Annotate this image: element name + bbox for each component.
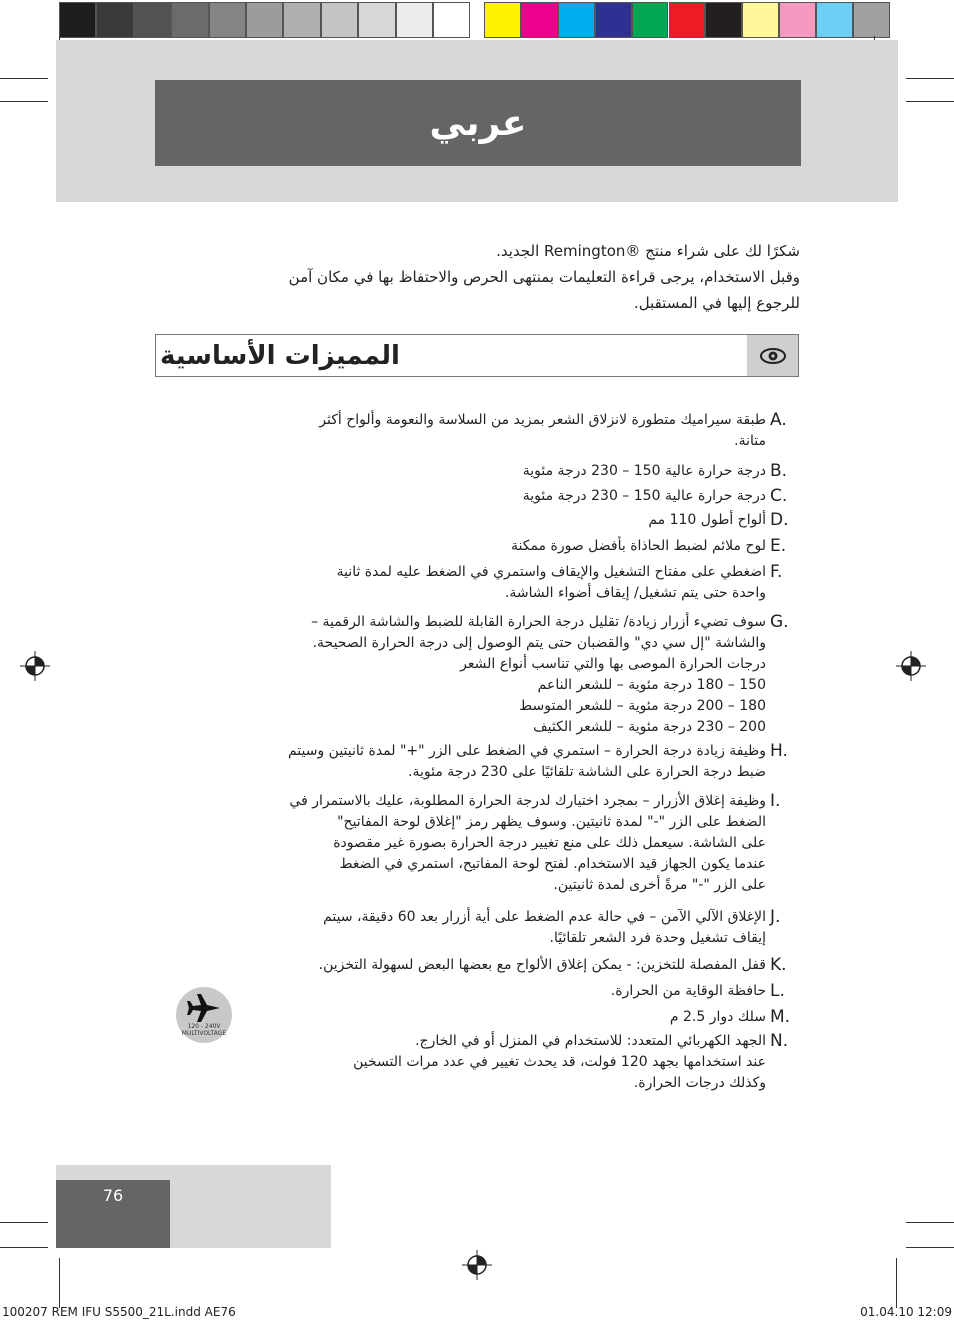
feature-item (160, 791, 800, 896)
feature-text (160, 562, 766, 604)
crop-mark (0, 101, 48, 102)
feature-item (160, 907, 800, 949)
feature-line: طبقة سيراميك متطورة لانزلاق الشعر بمزيد من السلاسة والنعومة وألواح أكثر (319, 412, 766, 428)
feature-line: إيقاف تشغيل وحدة فرد الشعر تلقائيًا. (549, 930, 766, 946)
feature-text (160, 486, 766, 507)
intro-line: للرجوع إليها في المستقبل. (633, 294, 800, 312)
color-swatch (816, 2, 853, 38)
airplane-icon (187, 993, 221, 1023)
registration-mark-icon (462, 1250, 492, 1280)
page-number: 76 (102, 1186, 124, 1205)
color-swatch (358, 2, 395, 38)
feature-text (160, 1007, 766, 1028)
intro-line: وقبل الاستخدام، يرجى قراءة التعليمات بمنتهى الحرص والاحتفاظ بها في مكان آمن (288, 268, 800, 286)
color-swatch (853, 2, 890, 38)
badge-voltage: 120 - 240V (187, 1023, 221, 1030)
feature-letter: H. (770, 741, 788, 761)
feature-line: عندما يكون الجهاز قيد الاستخدام. لفتح لوحة المفاتيح، استمري في الضغط (339, 856, 766, 872)
feature-item (160, 612, 800, 738)
feature-item (160, 461, 800, 482)
feature-line: 150 – 180 درجة مئوية – للشعر الناعم (537, 677, 766, 693)
feature-line: الجهد الكهربائي المتعدد: للاستخدام في المنزل أو في الخارج. (415, 1033, 766, 1049)
feature-text (160, 791, 766, 896)
color-swatch (669, 2, 706, 38)
feature-line: ألواح أطول 110 مم (648, 512, 766, 528)
feature-letter: G. (770, 612, 789, 632)
feature-line: الضغط على الزر "-" لمدة ثانيتين. وسوف يظهر رمز "إغلاق لوحة المفاتيح" (337, 814, 766, 830)
feature-text (160, 461, 766, 482)
color-swatch (632, 2, 669, 38)
feature-item (160, 510, 800, 531)
registration-mark-icon (896, 651, 926, 681)
feature-line: الإغلاق الآلي الآمن – في حالة عدم الضغط على أية أزرار بعد 60 دقيقة، سيتم (323, 909, 766, 925)
crop-mark (896, 1258, 897, 1308)
feature-letter: B. (770, 461, 788, 481)
feature-line: على الشاشة. سيعمل ذلك على منع تغيير درجة الحرارة بصورة غير مقصودة (333, 835, 766, 851)
feature-item (160, 741, 800, 783)
crop-mark (0, 1247, 48, 1248)
multivoltage-badge (176, 987, 232, 1043)
feature-line: على الزر "-" مرةً أخرى لمدة ثانيتين. (553, 877, 766, 893)
registration-mark-icon (20, 651, 50, 681)
feature-text (160, 907, 766, 949)
feature-item (160, 562, 800, 604)
color-swatch (521, 2, 558, 38)
feature-letter: D. (770, 510, 789, 530)
language-title: عربي (429, 102, 527, 144)
color-swatch (321, 2, 358, 38)
feature-letter: N. (770, 1031, 789, 1051)
feature-line: حافظة الوقاية من الحرارة. (610, 983, 766, 999)
feature-letter: F. (770, 562, 783, 582)
feature-line: ضبط درجة الحرارة على الشاشة تلقائيًا على 230 درجة مئوية. (408, 764, 766, 780)
feature-item (160, 1031, 800, 1094)
color-swatch (484, 2, 521, 38)
feature-item (160, 486, 800, 507)
color-swatch (171, 2, 208, 38)
color-swatch (134, 2, 171, 38)
color-swatch (96, 2, 133, 38)
intro-text (150, 238, 800, 316)
feature-line: درجة حرارة عالية 150 – 230 درجة مئوية (522, 488, 766, 504)
color-swatch (558, 2, 595, 38)
color-swatch (283, 2, 320, 38)
feature-item (160, 981, 800, 1002)
color-swatch (433, 2, 470, 38)
feature-text (160, 981, 766, 1002)
feature-line: وظيفة إغلاق الأزرار – بمجرد اختيارك لدرجة الحرارة المطلوبة، عليك بالاستمرار في (289, 793, 766, 809)
crop-mark (906, 78, 954, 79)
color-swatch (779, 2, 816, 38)
feature-letter: E. (770, 536, 787, 556)
feature-line: عند استخدامها بجهد 120 فولت، قد يحدث تغيير في عدد مرات التسخين (353, 1054, 766, 1070)
feature-line: وظيفة زيادة درجة الحرارة – استمري في الضغط على الزر "+" لمدة ثانيتين وسيتم (287, 743, 766, 759)
feature-letter: I. (770, 791, 781, 811)
feature-letter: C. (770, 486, 788, 506)
crop-mark (906, 1222, 954, 1223)
feature-text (160, 1031, 766, 1094)
crop-mark (906, 101, 954, 102)
feature-line: اضغطي على مفتاح التشغيل والإيقاف واستمري في الضغط عليه لمدة ثانية (336, 564, 766, 580)
feature-line: 200 – 230 درجة مئوية – للشعر الكثيف (533, 719, 766, 735)
eye-icon (747, 335, 798, 376)
color-swatch (59, 2, 96, 38)
feature-item (160, 536, 800, 557)
intro-line: شكرًا لك على شراء منتج ®Remington الجديد. (496, 242, 800, 260)
feature-item (160, 955, 800, 976)
feature-line: وكذلك درجات الحرارة. (633, 1075, 766, 1091)
feature-letter: A. (770, 410, 787, 430)
feature-letter: M. (770, 1007, 791, 1027)
feature-line: قفل المفصلة للتخزين: - يمكن إغلاق الألواح مع بعضها البعض لسهولة التخزين. (318, 957, 766, 973)
date-slug: 01.04.10 12:09 (860, 1305, 952, 1319)
feature-line: والشاشة "إل سي دي" والقضبان حتى يتم الوصول إلى درجة الحرارة الصحيحة. (312, 635, 766, 651)
color-swatch (595, 2, 632, 38)
feature-line: سلك دوار 2.5 م (669, 1009, 766, 1025)
feature-letter: K. (770, 955, 787, 975)
color-swatch (396, 2, 433, 38)
crop-mark (59, 1258, 60, 1308)
feature-item (160, 1007, 800, 1028)
feature-line: درجة حرارة عالية 150 – 230 درجة مئوية (522, 463, 766, 479)
feature-text (160, 741, 766, 783)
feature-text (160, 612, 766, 738)
feature-letter: J. (770, 907, 781, 927)
feature-text (160, 955, 766, 976)
crop-mark (0, 1222, 48, 1223)
file-slug: 100207 REM IFU S5500_21L.indd AE76 (2, 1305, 236, 1319)
color-swatch (705, 2, 742, 38)
features-title: المميزات الأساسية (160, 340, 400, 371)
feature-line: متانة. (734, 433, 766, 449)
crop-mark (0, 78, 48, 79)
feature-line: درجات الحرارة الموصى بها والتي تناسب أنواع الشعر (460, 656, 766, 672)
color-swatch (209, 2, 246, 38)
feature-text (160, 410, 766, 452)
feature-line: 180 – 200 درجة مئوية – للشعر المتوسط (519, 698, 766, 714)
feature-line: واحدة حتى يتم تشغيل/ إيقاف أضواء الشاشة. (504, 585, 766, 601)
badge-label: MULTIVOLTAGE (181, 1030, 227, 1037)
color-swatch (742, 2, 779, 38)
feature-text (160, 510, 766, 531)
color-swatch (246, 2, 283, 38)
feature-letter: L. (770, 981, 785, 1001)
feature-text (160, 536, 766, 557)
feature-line: لوح ملائم لضبط الحاذاة بأفضل صورة ممكنة (510, 538, 766, 554)
crop-mark (906, 1247, 954, 1248)
feature-line: سوف تضيء أزرار زيادة/ تقليل درجة الحرارة القابلة للضبط والشاشة الرقمية – (311, 614, 766, 630)
feature-item (160, 410, 800, 452)
